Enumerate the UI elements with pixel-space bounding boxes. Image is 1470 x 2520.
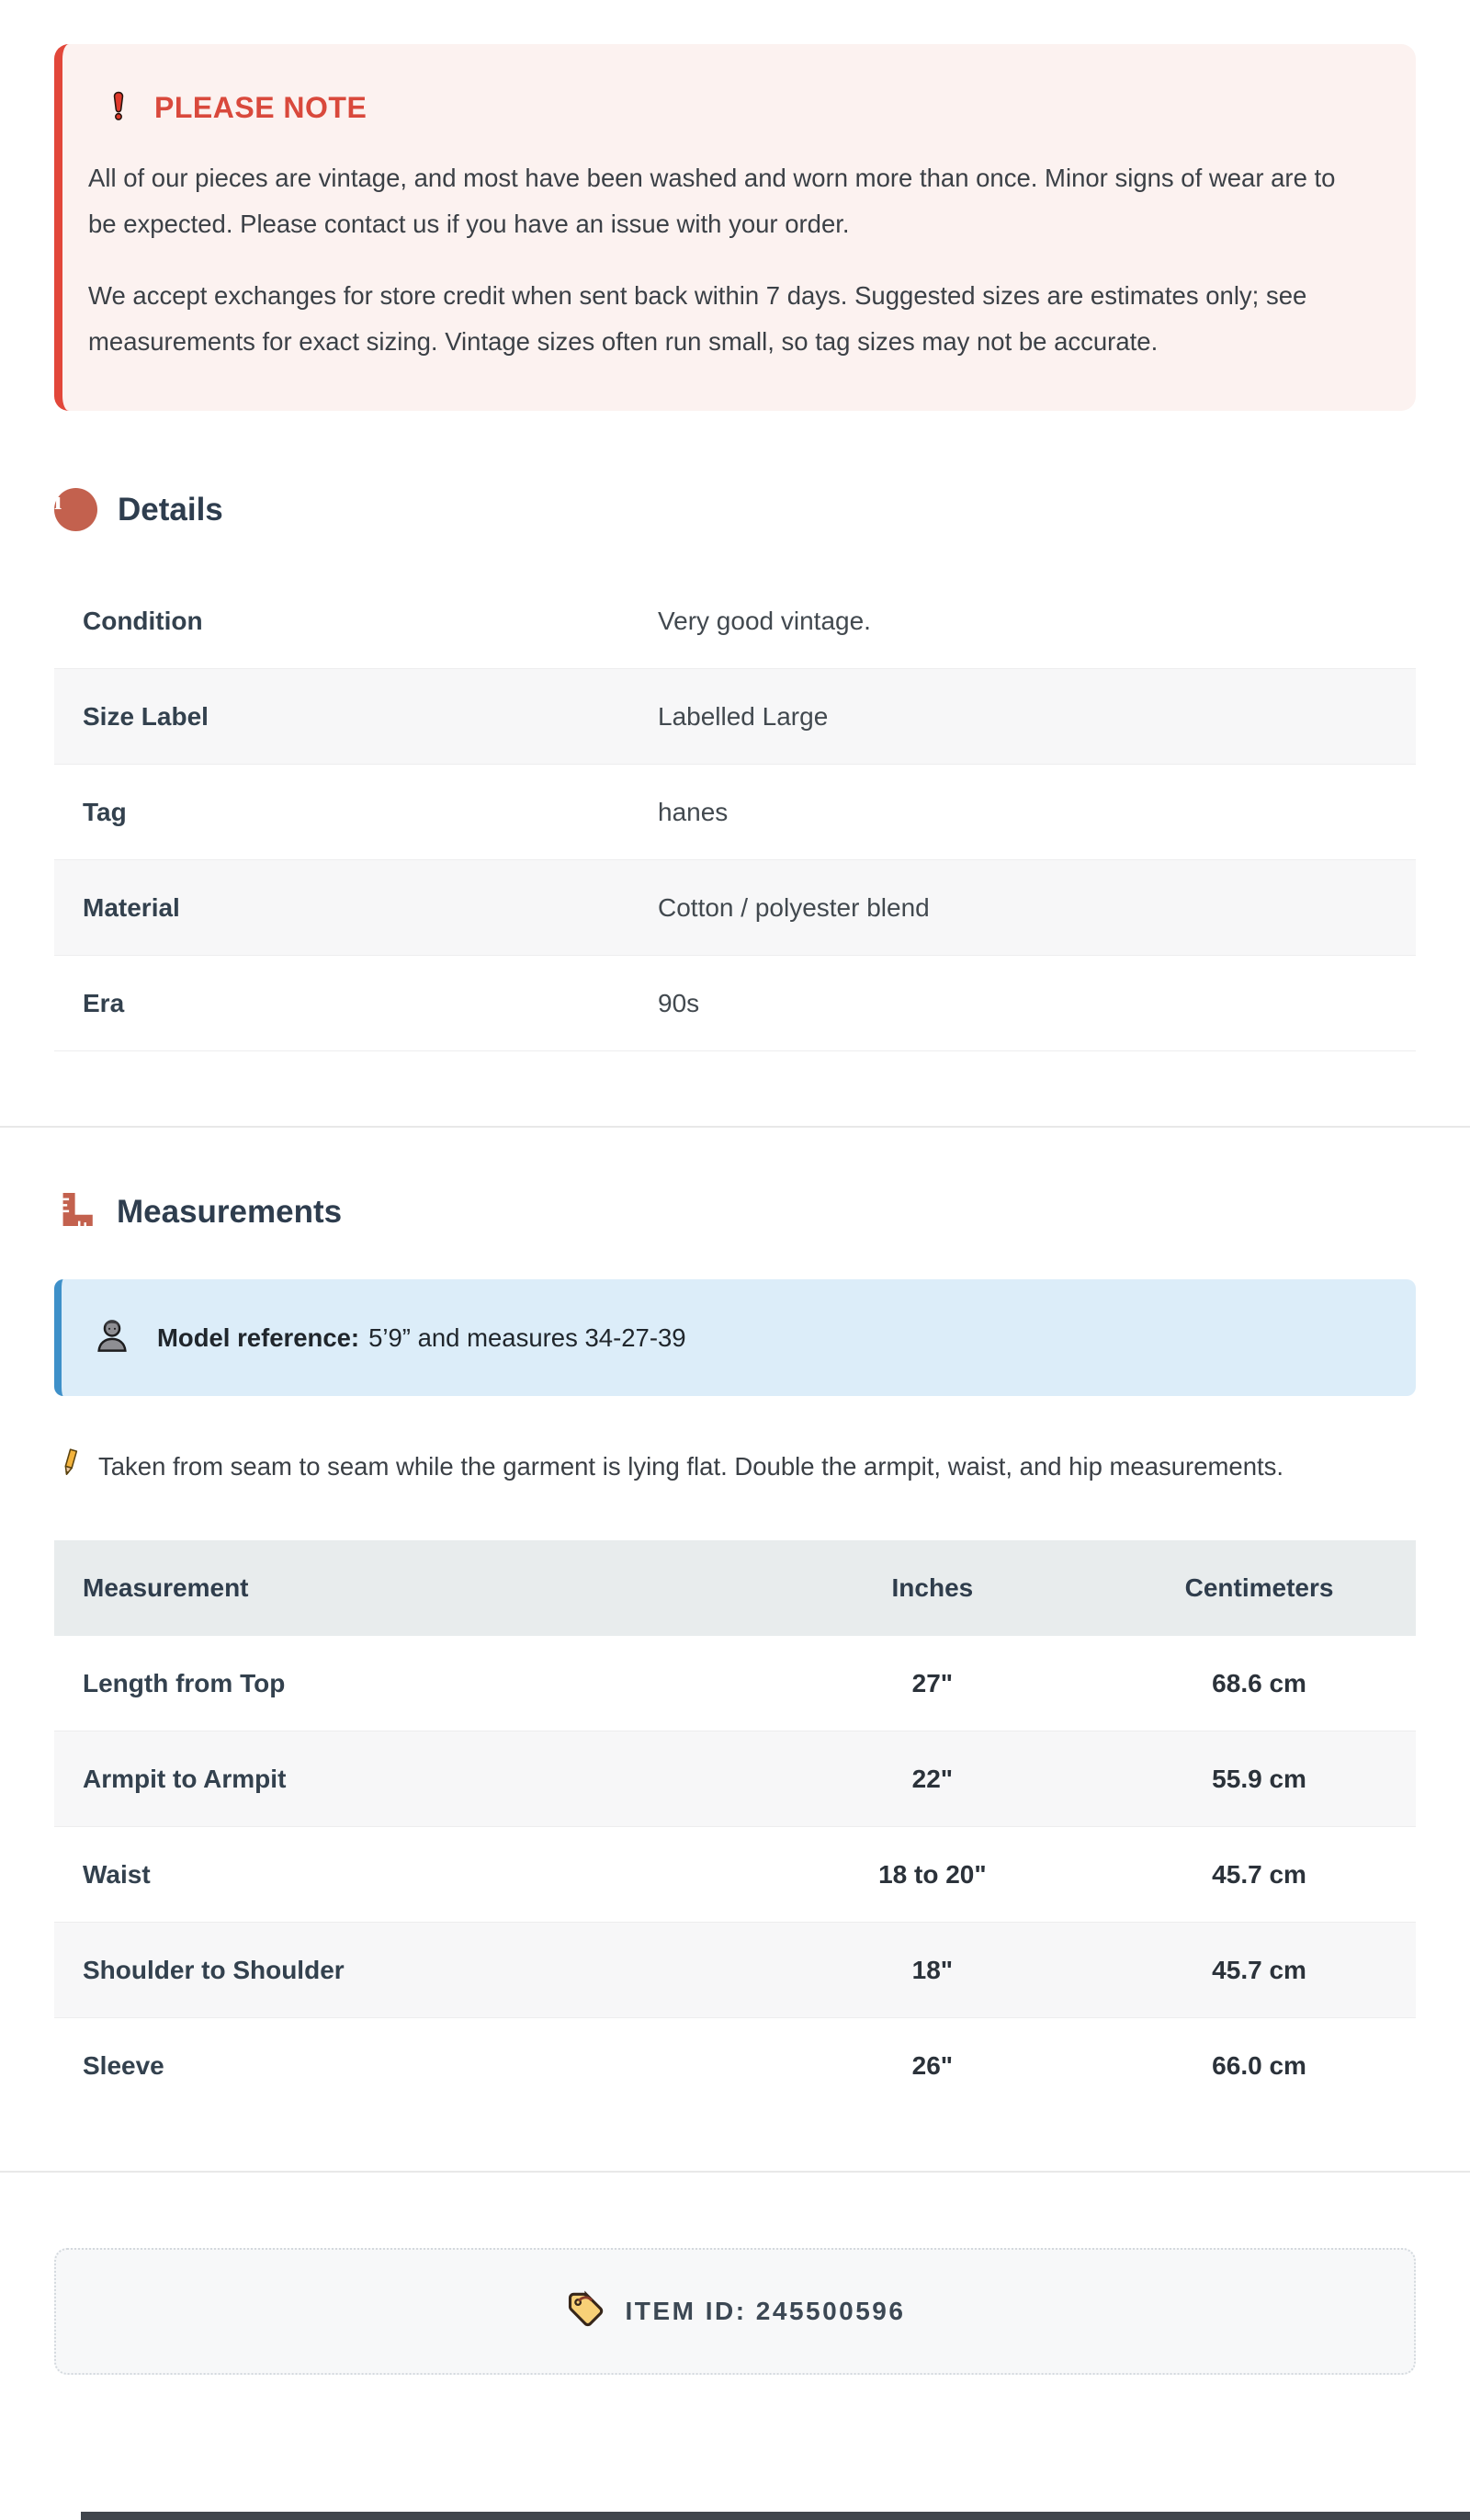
measurement-cm: 45.7 cm bbox=[1212, 1859, 1306, 1889]
item-id-text: ITEM ID: 245500596 bbox=[625, 2297, 906, 2325]
exclamation-icon bbox=[103, 86, 134, 130]
detail-label: Era bbox=[83, 988, 125, 1017]
table-header-row bbox=[54, 1540, 1416, 1636]
table-row bbox=[54, 1731, 1416, 1827]
measurement-label: Shoulder to Shoulder bbox=[83, 1955, 345, 1984]
measurement-inches: 18 to 20" bbox=[878, 1859, 987, 1889]
detail-label: Material bbox=[83, 892, 180, 922]
details-table bbox=[54, 573, 1416, 1051]
measurement-label: Waist bbox=[83, 1859, 151, 1889]
measurements-section bbox=[54, 1188, 1416, 2114]
section-divider bbox=[0, 1126, 1470, 1128]
measurement-inches: 18" bbox=[911, 1955, 954, 1984]
alert-paragraph: We accept exchanges for store credit when sent back within 7 days. Suggested sizes are estimates only; see measurements for exact sizing. Vintage sizes often run small, so tag sizes may not be accurate. bbox=[88, 281, 1307, 356]
table-row bbox=[54, 1636, 1416, 1731]
measurement-note bbox=[54, 1444, 1416, 1496]
alert-title: PLEASE NOTE bbox=[154, 91, 368, 124]
detail-value: Cotton / polyester blend bbox=[658, 892, 930, 922]
table-row bbox=[54, 956, 1416, 1051]
model-reference-text bbox=[157, 1323, 686, 1353]
measurements-heading bbox=[54, 1188, 1416, 1235]
detail-value: Very good vintage. bbox=[658, 606, 871, 635]
measurement-cm: 66.0 cm bbox=[1212, 2051, 1306, 2080]
content-column bbox=[0, 2248, 1470, 2375]
alert-paragraph: All of our pieces are vintage, and most have been washed and worn more than once. Minor signs of wear are to be expected. Please contact us if you have an issue with your order. bbox=[88, 164, 1336, 238]
measurement-inches: 26" bbox=[911, 2051, 954, 2080]
detail-value: Labelled Large bbox=[658, 701, 829, 731]
column-header-measurement: Measurement bbox=[83, 1573, 249, 1602]
table-row bbox=[54, 1827, 1416, 1923]
measurement-note-text: Taken from seam to seam while the garment is lying flat. Double the armpit, waist, and hip measurements. bbox=[98, 1452, 1284, 1481]
tag-icon bbox=[565, 2289, 605, 2334]
measurement-inches: 27" bbox=[911, 1668, 954, 1697]
table-row bbox=[54, 765, 1416, 860]
column-header-inches: Inches bbox=[891, 1573, 974, 1602]
item-id-box bbox=[54, 2248, 1416, 2375]
detail-value: 90s bbox=[658, 988, 700, 1017]
person-bust-icon bbox=[93, 1314, 131, 1361]
measurements-table bbox=[54, 1540, 1416, 2114]
measurement-label: Length from Top bbox=[83, 1668, 286, 1697]
measurement-cm: 68.6 cm bbox=[1212, 1668, 1306, 1697]
section-divider bbox=[0, 2171, 1470, 2173]
measurement-inches: 22" bbox=[911, 1764, 954, 1793]
table-row bbox=[54, 1923, 1416, 2018]
column-header-centimeters: Centimeters bbox=[1184, 1573, 1334, 1602]
detail-label: Tag bbox=[83, 797, 127, 826]
alert-title-row bbox=[88, 86, 1370, 130]
model-reference-value: 5’9” and measures 34-27-39 bbox=[368, 1322, 686, 1352]
table-row bbox=[54, 573, 1416, 669]
model-reference-callout bbox=[54, 1279, 1416, 1396]
content-column bbox=[0, 1188, 1470, 2114]
detail-label: Condition bbox=[83, 606, 203, 635]
please-note-alert bbox=[54, 44, 1416, 411]
measurement-label: Armpit to Armpit bbox=[83, 1764, 287, 1793]
detail-value: hanes bbox=[658, 797, 729, 826]
measurement-cm: 45.7 cm bbox=[1212, 1955, 1306, 1984]
model-reference-label: Model reference: bbox=[157, 1322, 360, 1352]
measurement-cm: 55.9 cm bbox=[1212, 1764, 1306, 1793]
info-icon bbox=[54, 488, 97, 531]
content-column bbox=[0, 44, 1470, 1051]
table-row bbox=[54, 860, 1416, 956]
measurement-label: Sleeve bbox=[83, 2051, 164, 2080]
table-row bbox=[54, 669, 1416, 765]
details-section bbox=[54, 488, 1416, 1051]
next-section-edge bbox=[81, 2512, 1470, 2520]
detail-label: Size Label bbox=[83, 701, 209, 731]
details-heading bbox=[54, 488, 1416, 531]
ruler-icon bbox=[54, 1188, 96, 1235]
details-title: Details bbox=[118, 491, 223, 528]
measurements-title: Measurements bbox=[117, 1193, 343, 1230]
pencil-icon bbox=[54, 1445, 85, 1496]
table-row bbox=[54, 2018, 1416, 2114]
